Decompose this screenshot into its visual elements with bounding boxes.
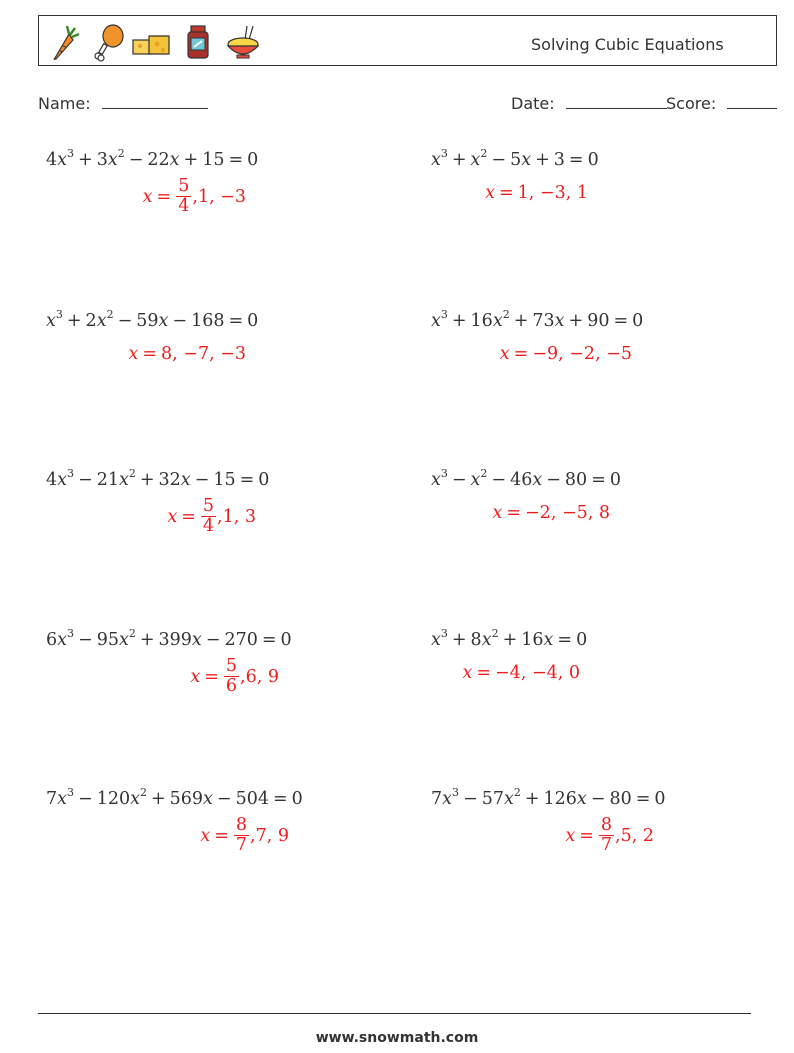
term-exponent: 2 [480, 467, 488, 481]
equation-operator: − [172, 311, 188, 331]
answer-equals: = [476, 663, 492, 683]
term-exponent: 2 [128, 627, 136, 641]
answer-fraction [176, 177, 191, 216]
score-field [666, 92, 777, 113]
term-variable: x [191, 630, 202, 650]
answer-solution [565, 816, 654, 855]
answer-roots: −9, −2, −5 [532, 344, 632, 364]
equation-operator: + [139, 630, 155, 650]
term-coefficient: 0 [258, 470, 270, 490]
answer-equals: = [156, 186, 172, 207]
fraction-numerator: 8 [235, 815, 248, 835]
equation-term [292, 789, 303, 809]
problem-equation [46, 627, 292, 650]
equation-term [147, 150, 179, 170]
equation-operator: − [78, 789, 93, 809]
term-coefficient: 270 [224, 630, 258, 650]
problem-equation [431, 467, 622, 490]
term-coefficient: 73 [532, 311, 555, 331]
equation-operator: − [78, 630, 93, 650]
answer-separator: , [240, 666, 246, 687]
equation-term [96, 786, 147, 809]
date-label: Date: [511, 94, 555, 113]
answer-variable: x [142, 186, 153, 207]
equation-term [202, 150, 224, 170]
answer-equals: = [214, 825, 229, 846]
term-variable: x [180, 470, 191, 490]
score-label: Score: [666, 94, 717, 113]
equation-operator: = [635, 789, 651, 809]
equation-operator: + [451, 311, 467, 331]
equation-term [281, 630, 292, 650]
term-exponent: 3 [67, 147, 75, 161]
equation-term [554, 150, 565, 170]
name-label: Name: [38, 94, 91, 113]
term-coefficient: 80 [609, 789, 632, 809]
equation-term [46, 147, 75, 170]
equation-term [159, 630, 202, 650]
term-coefficient: 7 [431, 789, 443, 809]
equation-operator: − [194, 470, 210, 490]
equation-term [159, 470, 191, 490]
equation-term [96, 147, 125, 170]
term-coefficient: 0 [609, 470, 622, 490]
equation-operator: − [451, 470, 467, 490]
equation-term [431, 467, 448, 490]
equation-term [470, 147, 488, 170]
equation-term [136, 311, 168, 331]
answer-solution [167, 497, 256, 536]
term-variable: x [576, 789, 587, 809]
term-exponent: 3 [452, 786, 460, 800]
fraction-denominator: 6 [225, 676, 238, 696]
answer-roots: −2, −5, 8 [525, 503, 610, 523]
equation-term [46, 786, 75, 809]
date-blank[interactable] [566, 92, 667, 109]
equation-term [587, 311, 609, 331]
footer-divider [38, 1013, 751, 1014]
date-field [511, 92, 667, 113]
term-exponent: 2 [513, 786, 521, 800]
term-coefficient: 46 [510, 470, 533, 490]
equation-term [470, 467, 488, 490]
equation-term [470, 308, 510, 331]
worksheet-header [38, 15, 777, 66]
answer-roots: 7, 9 [255, 825, 289, 846]
term-coefficient: 32 [158, 470, 181, 490]
term-coefficient: 15 [213, 470, 236, 490]
equation-term [510, 470, 542, 490]
problem-equation [431, 147, 599, 170]
answer-roots: −4, −4, 0 [495, 663, 580, 683]
fraction-denominator: 4 [178, 196, 190, 216]
equation-operator: = [228, 150, 244, 170]
term-coefficient: 0 [576, 630, 588, 650]
term-coefficient: 2 [85, 311, 97, 331]
equation-term [431, 786, 460, 809]
answer-separator: , [250, 825, 256, 846]
equation-operator: − [491, 150, 507, 170]
term-variable: x [57, 470, 68, 490]
fraction-numerator: 5 [202, 496, 215, 516]
term-variable: x [57, 630, 68, 650]
term-exponent: 3 [440, 627, 448, 641]
term-variable: x [118, 630, 129, 650]
term-coefficient: 15 [202, 150, 225, 170]
equation-term [170, 789, 213, 809]
answer-roots: 1, −3, 1 [517, 183, 588, 203]
equation-term [96, 467, 136, 490]
equation-term [431, 308, 448, 331]
answer-solution [200, 816, 289, 855]
rice-bowl-icon [223, 22, 263, 62]
answer-roots: 1, 3 [222, 506, 256, 527]
equation-term [544, 789, 587, 809]
carrot-icon [45, 22, 85, 62]
footer-url: www.snowmath.com [315, 1030, 479, 1046]
term-coefficient: 168 [191, 311, 225, 331]
equation-operator: = [239, 470, 255, 490]
equation-operator: + [513, 311, 529, 331]
answer-fraction [201, 497, 216, 536]
answer-roots: 1, −3 [197, 186, 246, 207]
answer-variable: x [462, 663, 473, 683]
term-coefficient: 126 [543, 789, 577, 809]
term-coefficient: 16 [470, 311, 493, 331]
name-field [38, 92, 208, 113]
equation-term [654, 789, 665, 809]
term-variable: x [543, 630, 554, 650]
term-exponent: 2 [491, 627, 499, 641]
term-variable: x [118, 470, 129, 490]
term-coefficient: 0 [247, 311, 259, 331]
term-variable: x [532, 470, 543, 490]
term-exponent: 2 [106, 308, 114, 322]
fraction-denominator: 7 [600, 835, 613, 855]
answer-equals: = [579, 825, 594, 846]
term-exponent: 2 [139, 786, 147, 800]
equation-operator: = [228, 311, 244, 331]
term-coefficient: 90 [587, 311, 610, 331]
equation-operator: − [78, 470, 93, 490]
term-variable: x [431, 150, 441, 170]
equation-operator: + [150, 789, 166, 809]
page-title: Solving Cubic Equations [531, 35, 724, 54]
answer-solution [143, 177, 246, 216]
term-coefficient: 21 [96, 470, 119, 490]
term-variable: x [442, 789, 453, 809]
problem-equation [46, 786, 303, 809]
term-exponent: 3 [67, 786, 75, 800]
term-coefficient: 0 [291, 789, 303, 809]
equation-term [213, 470, 235, 490]
term-variable: x [470, 470, 481, 490]
cheese-icon [131, 22, 171, 62]
term-variable: x [481, 630, 492, 650]
equation-term [609, 789, 631, 809]
term-coefficient: 0 [587, 150, 599, 170]
equation-term [632, 311, 643, 331]
term-coefficient: 0 [247, 150, 259, 170]
fraction-denominator: 4 [202, 516, 215, 536]
term-variable: x [107, 150, 118, 170]
answer-solution [500, 344, 632, 364]
term-coefficient: 8 [470, 630, 482, 650]
answer-equals: = [513, 344, 529, 364]
term-variable: x [431, 311, 441, 331]
equation-operator: = [613, 311, 629, 331]
term-exponent: 3 [55, 308, 63, 322]
answer-variable: x [190, 666, 201, 687]
equation-term [191, 311, 224, 331]
term-coefficient: 3 [553, 150, 565, 170]
chicken-drumstick-icon [89, 22, 129, 62]
term-variable: x [46, 311, 56, 331]
term-variable: x [470, 150, 481, 170]
term-coefficient: 80 [564, 470, 588, 490]
answer-fraction [224, 657, 239, 696]
equation-operator: + [535, 150, 550, 170]
term-coefficient: 504 [235, 789, 269, 809]
answer-roots: 5, 2 [620, 825, 654, 846]
equation-operator: − [491, 470, 507, 490]
equation-operator: = [591, 470, 606, 490]
term-coefficient: 0 [632, 311, 644, 331]
fraction-denominator: 7 [235, 835, 248, 855]
equation-term [247, 150, 258, 170]
equation-term [46, 467, 75, 490]
answer-variable: x [128, 344, 139, 364]
term-exponent: 3 [67, 467, 75, 481]
term-variable: x [130, 789, 140, 809]
term-variable: x [431, 470, 441, 490]
equation-operator: − [463, 789, 478, 809]
term-coefficient: 399 [158, 630, 192, 650]
equation-operator: + [139, 470, 155, 490]
equation-operator: − [128, 150, 144, 170]
answer-variable: x [485, 183, 495, 203]
answer-variable: x [167, 506, 178, 527]
term-variable: x [503, 789, 514, 809]
answer-variable: x [499, 344, 510, 364]
fraction-numerator: 5 [225, 656, 238, 676]
term-coefficient: 120 [96, 789, 131, 809]
equation-term [532, 311, 564, 331]
term-exponent: 3 [67, 627, 75, 641]
term-variable: x [492, 311, 503, 331]
answer-roots: 8, −7, −3 [161, 344, 246, 364]
equation-operator: + [451, 150, 467, 170]
equation-term [481, 786, 521, 809]
term-coefficient: 57 [481, 789, 504, 809]
answer-solution [462, 663, 580, 683]
equation-term [247, 311, 258, 331]
term-variable: x [57, 150, 68, 170]
fraction-numerator: 5 [178, 176, 190, 196]
term-exponent: 2 [128, 467, 136, 481]
term-coefficient: 3 [96, 150, 108, 170]
name-blank[interactable] [102, 92, 208, 109]
term-variable: x [169, 150, 180, 170]
term-exponent: 2 [502, 308, 510, 322]
answer-equals: = [506, 503, 522, 523]
equation-operator: = [568, 150, 584, 170]
answer-separator: , [217, 506, 223, 527]
term-coefficient: 7 [46, 789, 58, 809]
term-variable: x [554, 311, 565, 331]
term-coefficient: 4 [46, 150, 58, 170]
equation-term [588, 150, 599, 170]
term-coefficient: 22 [147, 150, 170, 170]
equation-term [224, 630, 257, 650]
term-exponent: 3 [440, 147, 448, 161]
term-coefficient: 569 [169, 789, 204, 809]
equation-term [470, 627, 499, 650]
answer-roots: 6, 9 [245, 666, 279, 687]
term-coefficient: 0 [654, 789, 666, 809]
answer-equals: = [204, 666, 219, 687]
equation-operator: − [590, 789, 606, 809]
equation-operator: + [78, 150, 93, 170]
term-exponent: 3 [440, 467, 448, 481]
equation-term [85, 308, 114, 331]
answer-variable: x [565, 825, 576, 846]
equation-operator: − [205, 630, 221, 650]
answer-equals: = [142, 344, 158, 364]
equation-term [46, 627, 75, 650]
equation-term [510, 150, 531, 170]
equation-operator: + [183, 150, 199, 170]
equation-operator: = [557, 630, 573, 650]
problem-equation [431, 786, 666, 809]
term-variable: x [521, 150, 532, 170]
term-variable: x [203, 789, 213, 809]
problem-equation [46, 147, 259, 170]
answer-equals: = [181, 506, 196, 527]
equation-term [431, 147, 448, 170]
score-blank[interactable] [727, 92, 777, 109]
fraction-numerator: 8 [600, 815, 613, 835]
answer-solution [190, 657, 279, 696]
answer-fraction [599, 816, 614, 855]
equation-term [46, 308, 63, 331]
equation-term [258, 470, 269, 490]
term-coefficient: 16 [521, 630, 544, 650]
term-exponent: 3 [440, 308, 448, 322]
equation-operator: = [261, 630, 277, 650]
answer-fraction [234, 816, 249, 855]
term-variable: x [431, 630, 441, 650]
equation-operator: − [216, 789, 232, 809]
answer-separator: , [615, 825, 621, 846]
term-coefficient: 5 [510, 150, 522, 170]
problem-equation [431, 308, 644, 331]
term-variable: x [96, 311, 107, 331]
equation-term [236, 789, 269, 809]
equation-term [610, 470, 621, 490]
term-variable: x [57, 789, 68, 809]
answer-variable: x [492, 503, 503, 523]
equation-operator: + [451, 630, 467, 650]
equation-term [521, 630, 553, 650]
equation-operator: + [524, 789, 540, 809]
term-exponent: 2 [117, 147, 125, 161]
equation-operator: + [502, 630, 518, 650]
answer-equals: = [499, 183, 514, 203]
term-coefficient: 6 [46, 630, 58, 650]
answer-separator: , [192, 186, 198, 207]
answer-solution [485, 183, 588, 203]
equation-operator: + [568, 311, 584, 331]
equation-operator: = [273, 789, 288, 809]
term-exponent: 2 [480, 147, 488, 161]
term-variable: x [158, 311, 169, 331]
term-coefficient: 59 [136, 311, 159, 331]
equation-term [96, 627, 136, 650]
problem-equation [431, 627, 588, 650]
answer-variable: x [200, 825, 211, 846]
answer-solution [128, 344, 246, 364]
term-coefficient: 95 [96, 630, 119, 650]
term-coefficient: 4 [46, 470, 58, 490]
equation-term [565, 470, 587, 490]
equation-term [431, 627, 448, 650]
jar-icon [179, 22, 219, 62]
term-coefficient: 0 [280, 630, 292, 650]
equation-operator: + [66, 311, 82, 331]
answer-solution [492, 503, 610, 523]
problem-equation [46, 467, 270, 490]
equation-operator: − [546, 470, 561, 490]
equation-term [576, 630, 587, 650]
equation-operator: − [117, 311, 133, 331]
problem-equation [46, 308, 259, 331]
